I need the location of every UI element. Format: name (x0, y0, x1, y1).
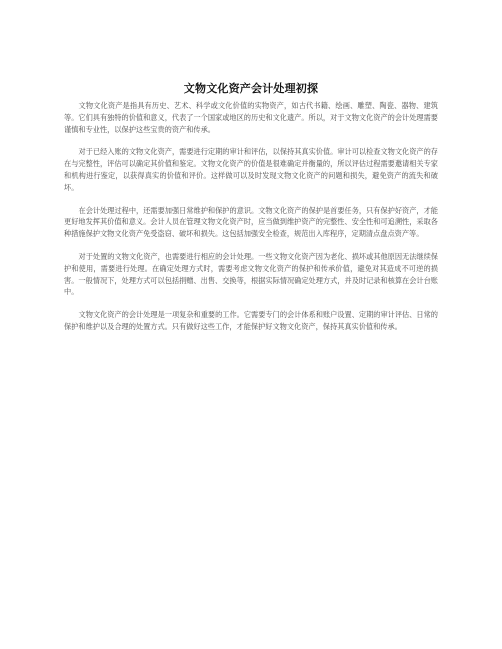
document-title: 文物文化资产会计处理初探 (183, 82, 319, 95)
paragraph-2: 对于已经入账的文物文化资产，需要进行定期的审计和评估，以保持其真实价值。审计可以检查文物文化资产的存在与完整性，评估可以确定其价值和鉴定。文物文化资产的价值是很难确定并衡量的，所以评估过程需要邀请相关专家和机构进行鉴定，以获得真实的价值和评价。这样做可以及时发现文物文化资产的问题和损失，避免资产的流失和破坏。 (64, 147, 438, 192)
paragraph-3: 在会计处理过程中，还需要加强日常维护和保护的意识。文物文化资产的保护是首要任务，只有保护好资产，才能更好地发挥其价值和意义。会计人员在管理文物文化资产时，应当做到维护资产的完整性、安全性和可追溯性，采取各种措施保护文物文化资产免受盗窃、破坏和损失。这包括加强安全检查，规范出入库程序，定期清点盘点资产等。 (64, 205, 438, 239)
paragraph-5: 文物文化资产的会计处理是一项复杂和重要的工作。它需要专门的会计体系和账户设置、定期的审计评估、日常的保护和维护以及合理的处置方式。只有做好这些工作，才能保护好文物文化资产，保持其真实价值和传承。 (64, 310, 438, 331)
paragraph-1: 文物文化资产是指具有历史、艺术、科学或文化价值的实物资产，如古代书籍、绘画、雕塑、陶瓷、器物、建筑等。它们具有独特的价值和意义，代表了一个国家或地区的历史和文化遗产。所以，对于文物文化资产的会计处理需要谨慎和专业性，以保护这些宝贵的资产和传承。 (64, 101, 438, 134)
paragraph-4: 对于处置的文物文化资产，也需要进行相应的会计处理。一些文物文化资产因为老化、损坏或其他原因无法继续保护和使用，需要进行处理。在确定处理方式时，需要考虑文物文化资产的保护和传承价值，避免对其造成不可逆的损害。一般情况下，处理方式可以包括捐赠、出售、交换等，根据实际情况确定处理方式，并及时记录和核算在会计台账中。 (64, 251, 438, 297)
document-body (64, 100, 438, 344)
